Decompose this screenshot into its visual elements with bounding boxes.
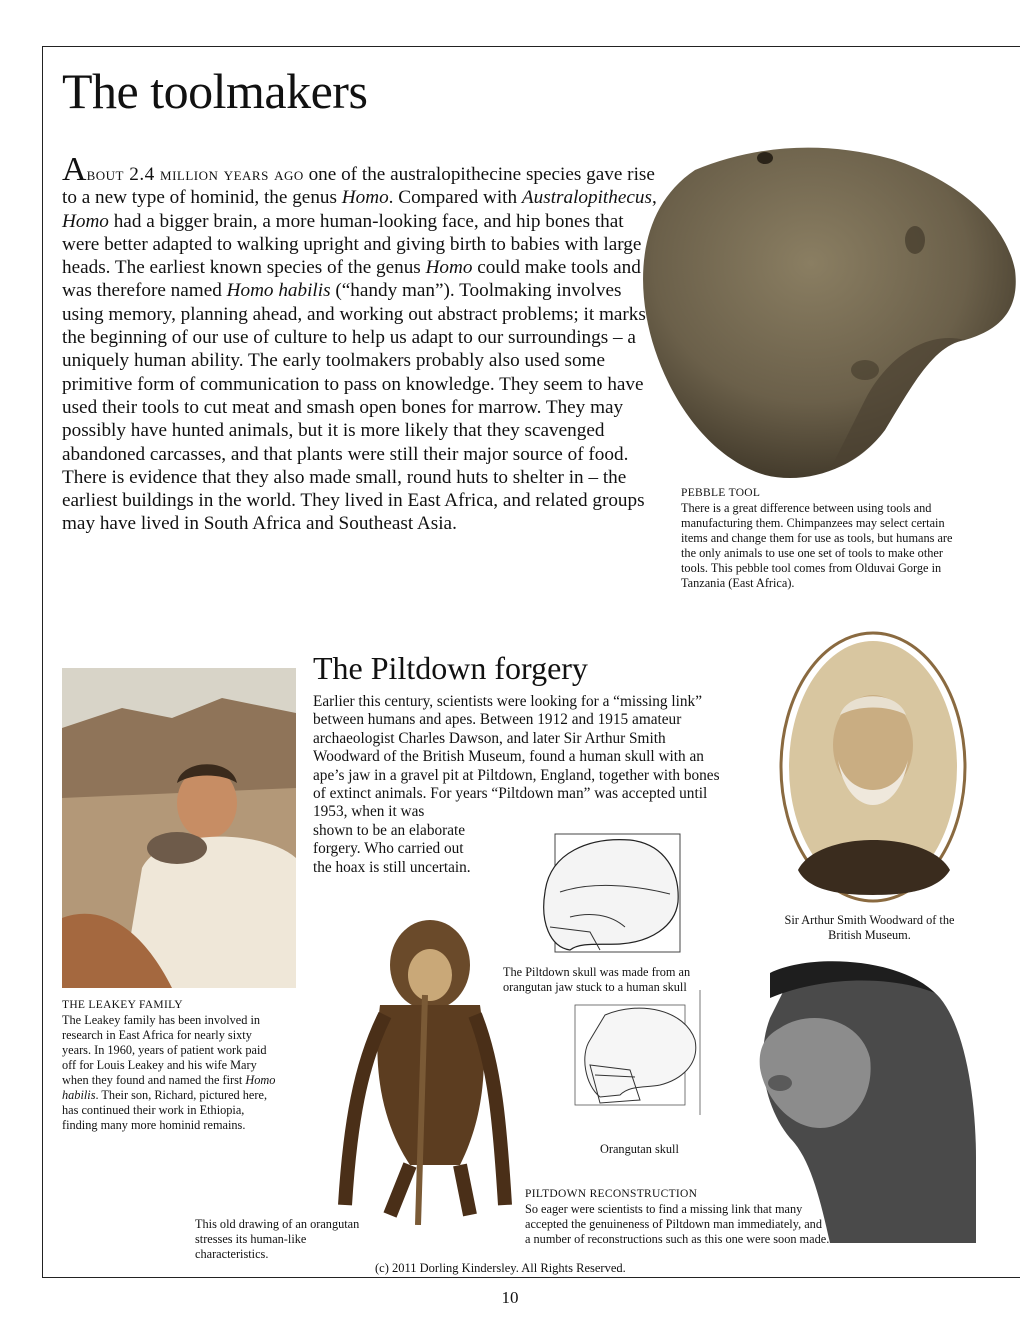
- caption-heading: PILTDOWN RECONSTRUCTION: [525, 1188, 698, 1200]
- intro-italic: Australopithecus: [521, 187, 652, 209]
- intro-paragraph: [62, 151, 662, 536]
- orangutan-drawing-caption: This old drawing of an orangutan stresses its human-like characteristics.: [195, 1217, 360, 1261]
- caption-heading: PEBBLE TOOL: [681, 487, 761, 499]
- intro-text: could make tools and was therefore named: [62, 257, 641, 302]
- portrait-caption: Sir Arthur Smith Woodward of the British Museum.: [784, 913, 955, 942]
- caption-body: So eager were scientists to find a missing link that many accepted the genuineness of Piltdown man immediately, and a number of reconstructions such as this one were soon made.: [525, 1202, 830, 1246]
- copyright-notice: (c) 2011 Dorling Kindersley. All Rights Reserved.: [375, 1261, 626, 1275]
- intro-italic: Homo: [62, 210, 109, 232]
- caption-body: . Their son, Richard, pictured here, has continued their work in Ethiopia, finding many more hominid remains.: [62, 1088, 268, 1132]
- intro-text: ,: [651, 187, 657, 209]
- woodward-portrait: [778, 630, 968, 905]
- caption-italic: Homo habilis: [62, 1073, 276, 1102]
- orangutan-skull-caption: Orangutan skull: [600, 1142, 679, 1156]
- piltdown-text: forgery. Who carried out: [313, 840, 464, 858]
- reconstruction-caption: [525, 1187, 830, 1247]
- leakey-photo: [62, 668, 296, 988]
- caption-body: There is a great difference between using tools and manufacturing them. Chimpanzees may select certain items and change them for use as tools, but humans are the only animals to use one set of tools to make other tools. This pebble tool comes from Olduvai Gorge in Tanzania (East Africa).: [681, 501, 953, 590]
- page-number: 10: [501, 1288, 519, 1307]
- piltdown-text: Earlier this century, scientists were looking for a “missing link” between humans and apes. Between 1912 and 1915 amateur archaeologist Charles Dawson, and later Sir Arthur Smith Woodward of the British Museum, found a human skull with an ape’s jaw in a gravel pit at Piltdown, England, together with bones of extinct animals. For years “Piltdown man” was accepted until 1953, when it was: [313, 693, 720, 821]
- intro-italic: Homo: [341, 187, 389, 209]
- orangutan-drawing: [330, 905, 520, 1225]
- piltdown-skull-diagram: [530, 832, 685, 957]
- intro-italic: Homo: [425, 257, 473, 279]
- intro-text: had a bigger brain, a more human-looking face, and hip bones that were better adapted to walking upright and giving birth to babies with large heads. The earliest known species of the genus: [62, 210, 642, 279]
- intro-text: . Compared with: [388, 187, 522, 209]
- leakey-caption: [62, 998, 282, 1133]
- pebble-tool-image: [635, 140, 1020, 485]
- intro-lead: bout 2.4 million years ago: [86, 164, 304, 185]
- page-title: The toolmakers: [62, 63, 368, 119]
- piltdown-skull-caption: The Piltdown skull was made from an orangutan jaw stuck to a human skull: [503, 965, 691, 994]
- pebble-tool-caption: [681, 486, 961, 591]
- intro-text: one of the australopithecine species gave rise to a new type of hominid, the genus: [62, 164, 655, 209]
- piltdown-text: shown to be an elaborate: [313, 821, 466, 839]
- intro-text: (“handy man”). Toolmaking involves using memory, planning ahead, and working out abstract problems; it marks the beginning of our use of culture to help us adapt to our surroundings – a uniquely human ability. The early toolmakers probably also used some primitive form of communication to pass on knowledge. They seem to have used their tools to cut meat and smash open bones for marrow. They may possibly have hunted animals, but it is more likely that they scavenged abandoned carcasses, and that plants were still their major source of food. There is evidence that they also made small, round huts to shelter in – the earliest buildings in the world. They lived in East Africa, and related groups may have lived in South Africa and Southeast Asia.: [62, 280, 646, 535]
- drop-cap: A: [62, 151, 87, 188]
- orangutan-skull-diagram: [570, 985, 720, 1125]
- caption-body: The Leakey family has been involved in research in East Africa for nearly sixty years. In 1960, years of patient work paid off for Louis Leakey and his wife Mary when they found and named the first: [62, 1013, 267, 1087]
- caption-heading: THE LEAKEY FAMILY: [62, 999, 183, 1011]
- intro-italic: Homo habilis: [226, 280, 331, 302]
- piltdown-heading: The Piltdown forgery: [313, 650, 588, 686]
- piltdown-text: the hoax is still uncertain.: [313, 858, 471, 876]
